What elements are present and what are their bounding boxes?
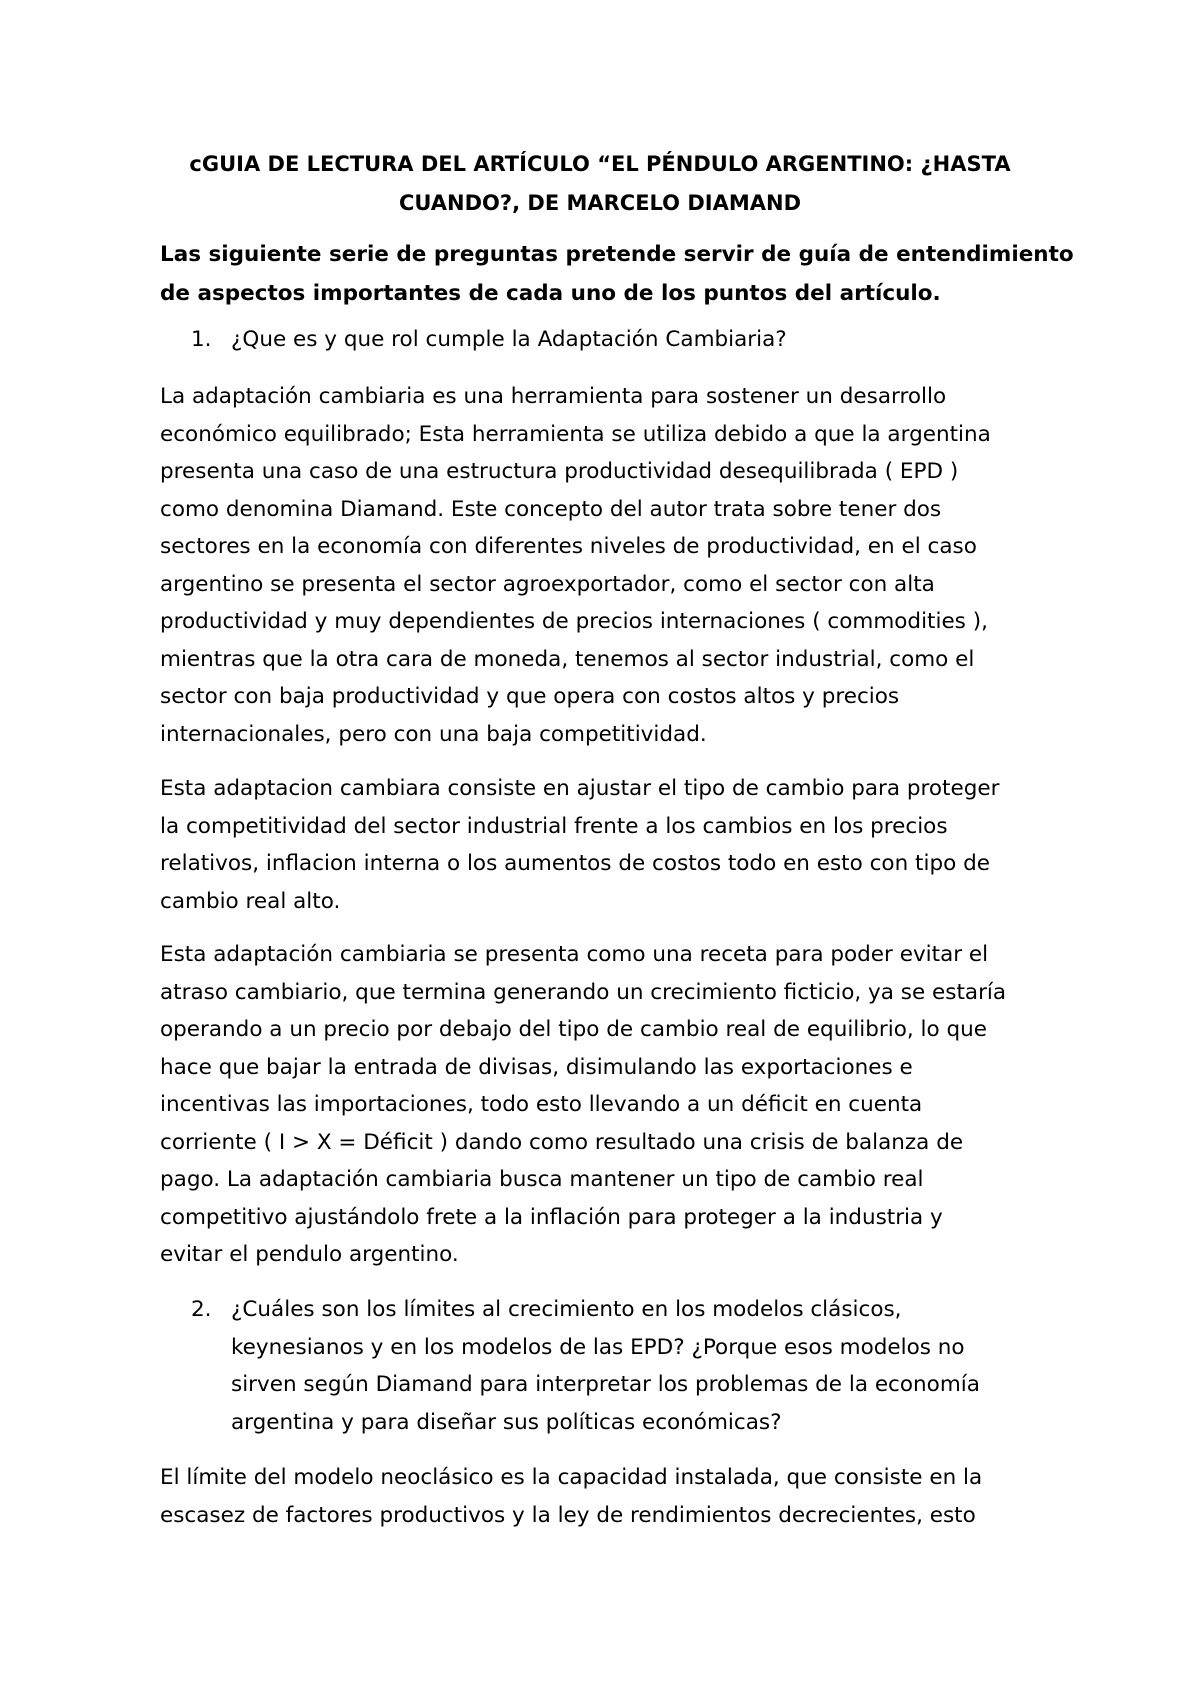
paragraph-line: productividad y muy dependientes de precios internaciones ( commodities ), bbox=[160, 609, 988, 634]
question-line: argentina y para diseñar sus políticas económicas? bbox=[231, 1409, 782, 1435]
paragraph-line: incentivas las importaciones, todo esto llevando a un déficit en cuenta bbox=[160, 1092, 923, 1117]
paragraph-line: como denomina Diamand. Este concepto del autor trata sobre tener dos bbox=[160, 496, 942, 522]
paragraph-line: relativos, inflacion interna o los aumentos de costos todo en esto con tipo de bbox=[160, 851, 990, 876]
answer-paragraph-4 bbox=[160, 1459, 1060, 1534]
paragraph-line: económico equilibrado; Esta herramienta se utiliza debido a que la argentina bbox=[160, 421, 991, 447]
paragraph-line: internacionales, pero con una baja competitividad. bbox=[160, 721, 707, 747]
paragraph-line: competitivo ajustándolo frete a la inflación para proteger a la industria y bbox=[160, 1204, 943, 1230]
paragraph-line: argentino se presenta el sector agroexportador, como el sector con alta bbox=[160, 571, 935, 597]
paragraph-line: presenta una caso de una estructura productividad desequilibrada ( EPD ) bbox=[160, 459, 959, 484]
paragraph-line: Esta adaptación cambiaria se presenta como una receta para poder evitar el bbox=[160, 942, 989, 967]
answer-paragraph-3 bbox=[160, 936, 1060, 1274]
paragraph-line: operando a un precio por debajo del tipo de cambio real de equilibrio, lo que bbox=[160, 1017, 987, 1042]
question-line: ¿Que es y que rol cumple la Adaptación Cambiaria? bbox=[231, 327, 787, 352]
paragraph-line: corriente ( I > X = Déficit ) dando como resultado una crisis de balanza de bbox=[160, 1129, 964, 1155]
paragraph-line: escasez de factores productivos y la ley de rendimientos decrecientes, esto bbox=[160, 1502, 976, 1528]
paragraph-line: sector con baja productividad y que opera con costos altos y precios bbox=[160, 684, 900, 709]
paragraph-line: pago. La adaptación cambiaria busca mantener un tipo de cambio real bbox=[160, 1167, 924, 1192]
intro-line: Las siguiente serie de preguntas pretende servir de guía de entendimiento bbox=[160, 242, 1074, 267]
answer-paragraph-1 bbox=[160, 378, 1060, 753]
question-line: ¿Cuáles son los límites al crecimiento en los modelos clásicos, bbox=[231, 1297, 902, 1322]
document-title-line-1: cGUIA DE LECTURA DEL ARTÍCULO “EL PÉNDULO ARGENTINO: ¿HASTA bbox=[189, 152, 1011, 176]
paragraph-line: La adaptación cambiaria es una herramienta para sostener un desarrollo bbox=[160, 384, 947, 409]
paragraph-line: evitar el pendulo argentino. bbox=[160, 1242, 459, 1267]
intro-line: de aspectos importantes de cada uno de los puntos del artículo. bbox=[160, 281, 941, 306]
paragraph-line: atraso cambiario, que termina generando un crecimiento ficticio, ya se estaría bbox=[160, 979, 1007, 1005]
intro-paragraph bbox=[160, 235, 1074, 313]
question-line: keynesianos y en los modelos de las EPD? ¿Porque esos modelos no bbox=[231, 1334, 965, 1360]
question-text bbox=[231, 321, 1061, 359]
paragraph-line: sectores en la economía con diferentes niveles de productividad, en el caso bbox=[160, 534, 977, 559]
paragraph-line: Esta adaptacion cambiara consiste en ajustar el tipo de cambio para proteger bbox=[160, 776, 1000, 801]
question-number: 1. bbox=[191, 327, 212, 352]
answer-paragraph-2 bbox=[160, 770, 1060, 920]
question-text bbox=[231, 1291, 1061, 1441]
paragraph-line: mientras que la otra cara de moneda, tenemos al sector industrial, como el bbox=[160, 646, 975, 672]
question-number: 2. bbox=[191, 1297, 212, 1322]
paragraph-line: cambio real alto. bbox=[160, 888, 341, 914]
paragraph-line: la competitividad del sector industrial frente a los cambios en los precios bbox=[160, 813, 948, 839]
question-line: sirven según Diamand para interpretar los problemas de la economía bbox=[231, 1372, 980, 1397]
document-title-line-2: CUANDO?, DE MARCELO DIAMAND bbox=[398, 191, 801, 215]
paragraph-line: El límite del modelo neoclásico es la capacidad instalada, que consiste en la bbox=[160, 1465, 983, 1490]
paragraph-line: hace que bajar la entrada de divisas, disimulando las exportaciones e bbox=[160, 1054, 913, 1080]
